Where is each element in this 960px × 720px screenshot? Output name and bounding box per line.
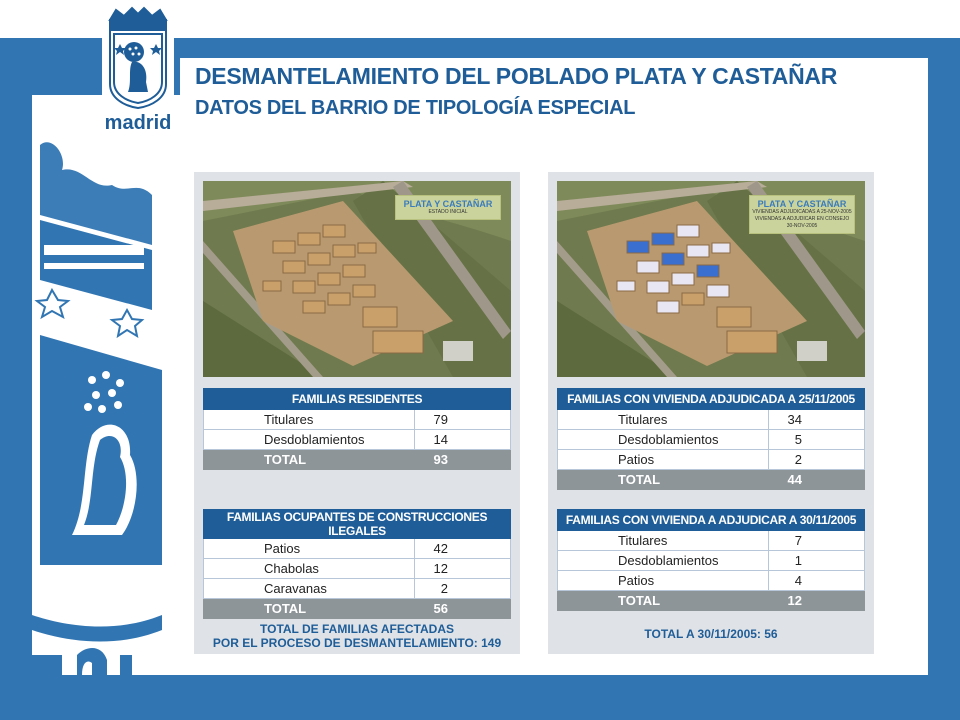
footnote-line: POR EL PROCESO DE DESMANTELAMIENTO: 149 xyxy=(212,636,502,650)
madrid-crest-watermark-icon xyxy=(32,95,182,675)
table-row xyxy=(558,531,865,551)
photo-caption-note: ESTADO INICIAL xyxy=(428,209,468,215)
table-row xyxy=(558,430,865,450)
row-value: 79 xyxy=(415,410,511,430)
footnote-line: TOTAL DE FAMILIAS AFECTADAS xyxy=(260,622,454,636)
initial-state-card xyxy=(194,172,520,654)
photo-caption-title: PLATA Y CASTAÑAR xyxy=(757,199,847,209)
row-label: Patios xyxy=(204,539,415,559)
total-row xyxy=(204,450,511,470)
row-value: 12 xyxy=(415,559,511,579)
table-row xyxy=(558,551,865,571)
row-value: 14 xyxy=(415,430,511,450)
table-row xyxy=(204,430,511,450)
row-value: 1 xyxy=(769,551,865,571)
table-row xyxy=(204,539,511,559)
total-row xyxy=(558,470,865,490)
row-value: 5 xyxy=(769,430,865,450)
logo-text: madrid xyxy=(104,112,172,134)
total-value: 93 xyxy=(415,450,511,470)
row-label: Desdoblamientos xyxy=(204,430,415,450)
total-row xyxy=(558,591,865,611)
page-title: DESMANTELAMIENTO DEL POBLADO PLATA Y CASTAÑAR xyxy=(195,63,838,89)
madrid-logo xyxy=(102,4,174,136)
row-label: Desdoblamientos xyxy=(558,551,769,571)
row-label: Caravanas xyxy=(204,579,415,599)
row-label: Titulares xyxy=(558,410,769,430)
total-value: 56 xyxy=(415,599,511,619)
table-heading: FAMILIAS RESIDENTES xyxy=(204,389,511,410)
total-label: TOTAL xyxy=(558,470,769,490)
table-row xyxy=(204,559,511,579)
row-value: 2 xyxy=(415,579,511,599)
photo-caption xyxy=(395,195,501,220)
resident-families-table xyxy=(203,388,511,470)
illegal-constructions-table xyxy=(203,509,511,619)
total-label: TOTAL xyxy=(558,591,769,611)
table-row xyxy=(204,410,511,430)
aerial-photo-allocated xyxy=(557,181,865,377)
background-emblem xyxy=(32,95,182,675)
aerial-photo-initial xyxy=(203,181,511,377)
table-heading: FAMILIAS CON VIVIENDA A ADJUDICAR A 30/11/2005 xyxy=(558,510,865,531)
row-value: 4 xyxy=(769,571,865,591)
table-row xyxy=(558,450,865,470)
affected-families-total xyxy=(194,622,520,650)
photo-caption-note: VIVIENDAS ADJUDICADAS A 25-NOV-2005 xyxy=(752,209,852,215)
row-value: 42 xyxy=(415,539,511,559)
total-to-date: TOTAL A 30/11/2005: 56 xyxy=(644,627,778,641)
row-label: Desdoblamientos xyxy=(558,430,769,450)
row-label: Patios xyxy=(558,450,769,470)
photo-caption xyxy=(749,195,855,234)
total-row xyxy=(204,599,511,619)
row-value: 2 xyxy=(769,450,865,470)
allocated-housing-table xyxy=(557,388,865,490)
total-value: 12 xyxy=(769,591,865,611)
total-label: TOTAL xyxy=(204,450,415,470)
row-value: 34 xyxy=(769,410,865,430)
madrid-shield-icon xyxy=(102,4,174,110)
total-value: 44 xyxy=(769,470,865,490)
page-subtitle: DATOS DEL BARRIO DE TIPOLOGÍA ESPECIAL xyxy=(195,97,636,119)
table-row xyxy=(558,410,865,430)
pending-allocation-table xyxy=(557,509,865,611)
table-row xyxy=(558,571,865,591)
table-heading: FAMILIAS OCUPANTES DE CONSTRUCCIONES ILEGALES xyxy=(204,510,511,539)
photo-caption-note: VIVIENDAS A ADJUDICAR EN CONSEJO 30-NOV-2005 xyxy=(754,216,850,229)
row-label: Titulares xyxy=(204,410,415,430)
row-label: Titulares xyxy=(558,531,769,551)
row-value: 7 xyxy=(769,531,865,551)
photo-caption-title: PLATA Y CASTAÑAR xyxy=(403,199,493,209)
allocated-housing-card xyxy=(548,172,874,654)
row-label: Patios xyxy=(558,571,769,591)
row-label: Chabolas xyxy=(204,559,415,579)
table-heading: FAMILIAS CON VIVIENDA ADJUDICADA A 25/11/2005 xyxy=(558,389,865,410)
table-row xyxy=(204,579,511,599)
total-label: TOTAL xyxy=(204,599,415,619)
